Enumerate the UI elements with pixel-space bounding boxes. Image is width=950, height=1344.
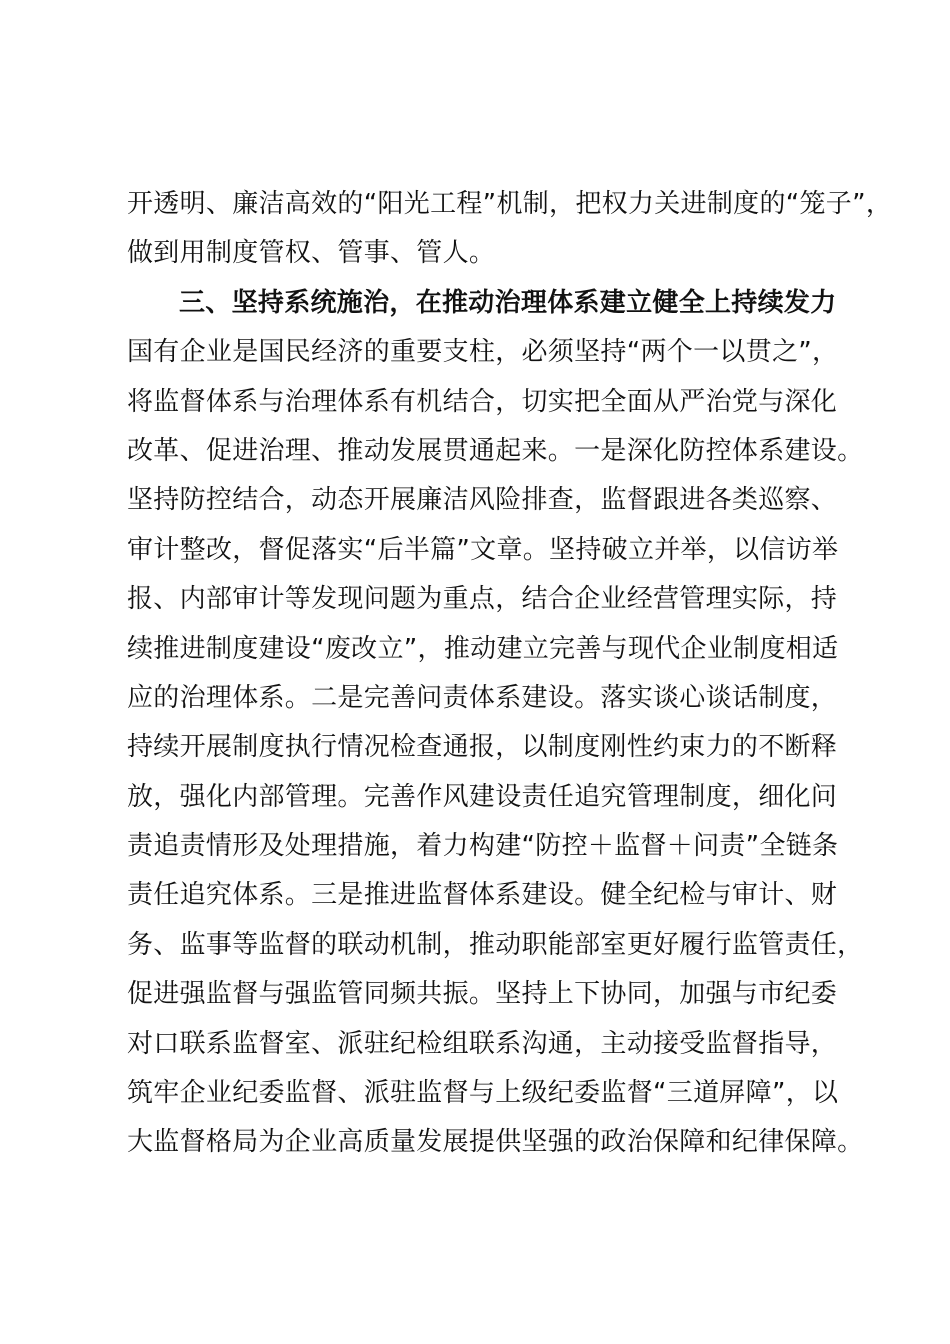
- body-text-line: 放，强化内部管理。完善作风建设责任追究管理制度，细化问: [127, 781, 838, 812]
- body-text-line: 对口联系监督室、派驻纪检组联系沟通，主动接受监督指导，: [127, 1028, 838, 1059]
- body-text-line: 务、监事等监督的联动机制，推动职能部室更好履行监管责任，: [127, 929, 864, 960]
- body-text-line: 应的治理体系。二是完善问责体系建设。落实谈心谈话制度，: [127, 682, 838, 713]
- body-text-line: 持续开展制度执行情况检查通报，以制度刚性约束力的不断释: [127, 732, 838, 763]
- body-text-line: 筑牢企业纪委监督、派驻监督与上级纪委监督“三道屏障”，以: [127, 1078, 839, 1109]
- document-body: [127, 180, 893, 1168]
- body-text-line: 做到用制度管权、管事、管人。: [127, 238, 496, 269]
- body-text-line: 国有企业是国民经济的重要支柱，必须坚持“两个一以贯之”，: [127, 337, 839, 368]
- body-text-line: 将监督体系与治理体系有机结合，切实把全面从严治党与深化: [127, 386, 838, 417]
- body-text-line: 责任追究体系。三是推进监督体系建设。健全纪检与审计、财: [127, 880, 838, 911]
- body-text-line: 续推进制度建设“废改立”，推动建立完善与现代企业制度相适: [127, 633, 839, 664]
- body-text-line: 审计整改，督促落实“后半篇”文章。坚持破立并举，以信访举: [127, 534, 839, 565]
- body-text-line: 改革、促进治理、推动发展贯通起来。一是深化防控体系建设。: [127, 435, 864, 466]
- body-text-line: 责追责情形及处理措施，着力构建“防控＋监督＋问责”全链条: [127, 831, 839, 862]
- body-text-line: 促进强监督与强监管同频共振。坚持上下协同，加强与市纪委: [127, 979, 838, 1010]
- body-text-line: 开透明、廉洁高效的“阳光工程”机制，把权力关进制度的“笼子”，: [127, 189, 893, 219]
- body-text-line: 大监督格局为企业高质量发展提供坚强的政治保障和纪律保障。: [127, 1127, 864, 1158]
- body-text-line: 坚持防控结合，动态开展廉洁风险排查，监督跟进各类巡察、: [127, 485, 838, 516]
- body-text-line: 报、内部审计等发现问题为重点，结合企业经营管理实际，持: [127, 584, 838, 615]
- section-heading: 三、坚持系统施治，在推动治理体系建立健全上持续发力: [179, 287, 837, 318]
